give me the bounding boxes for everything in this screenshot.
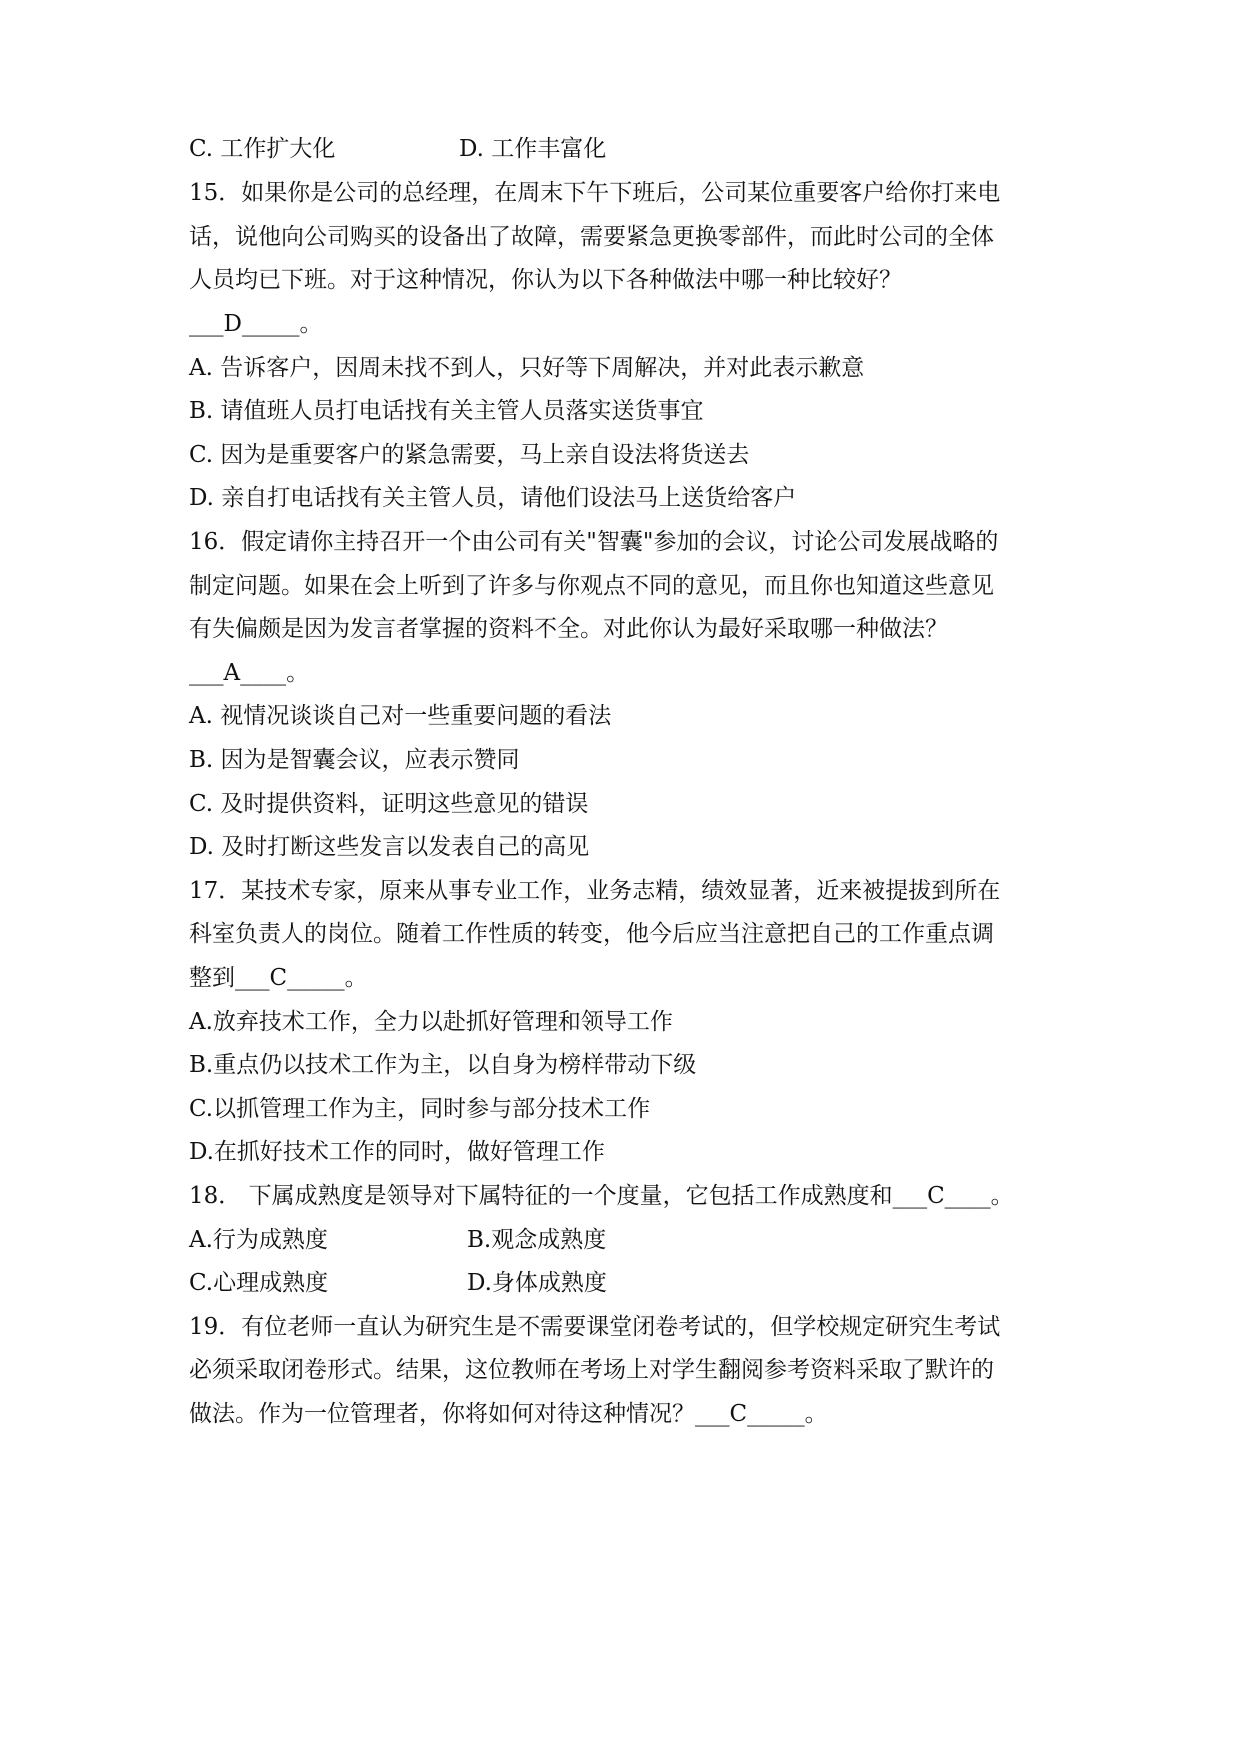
- question-16-line-2: 制定问题。如果在会上听到了许多与你观点不同的意见，而且你也知道这些意见: [189, 573, 994, 599]
- question-15-line-3: 人员均已下班。对于这种情况，你认为以下各种做法中哪一种比较好？: [189, 267, 902, 293]
- question-17-line-2: 科室负责人的岗位。随着工作性质的转变，他今后应当注意把自己的工作重点调: [189, 921, 994, 947]
- options-row-18-cd: [189, 1268, 607, 1298]
- options-row-14: [189, 134, 607, 164]
- question-16-line-1: 16．假定请你主持召开一个由公司有关"智囊"参加的会议，讨论公司发展战略的: [189, 529, 999, 555]
- option-d: D. 亲自打电话找有关主管人员，请他们设法马上送货给客户: [189, 485, 797, 511]
- options-row-18-ab: [189, 1225, 607, 1255]
- option-d: D.在抓好技术工作的同时，做好管理工作: [189, 1139, 605, 1165]
- option-b: B.重点仍以技术工作为主，以自身为榜样带动下级: [189, 1052, 697, 1078]
- option-a: A.放弃技术工作，全力以赴抓好管理和领导工作: [189, 1009, 673, 1035]
- question-15-line-2: 话，说他向公司购买的设备出了故障，需要紧急更换零部件，而此时公司的全体: [189, 224, 994, 250]
- question-19-line-3: 做法。作为一位管理者，你将如何对待这种情况？___C_____。: [189, 1401, 828, 1427]
- option-c: C. 及时提供资料，证明这些意见的错误: [189, 791, 589, 817]
- option-d: D.身体成熟度: [467, 1270, 607, 1296]
- option-c: C.以抓管理工作为主，同时参与部分技术工作: [189, 1096, 651, 1122]
- option-b: B. 请值班人员打电话找有关主管人员落实送货事宜: [189, 398, 704, 424]
- question-15-line-1: 15．如果你是公司的总经理，在周末下午下班后，公司某位重要客户给你打来电: [189, 180, 1001, 206]
- option-a: A. 视情况谈谈自己对一些重要问题的看法: [189, 703, 612, 729]
- option-a: A.行为成熟度: [189, 1227, 328, 1253]
- option-d: D. 及时打断这些发言以发表自己的高见: [189, 834, 590, 860]
- option-c: C. 因为是重要客户的紧急需要，马上亲自设法将货送去: [189, 442, 750, 468]
- option-b: B.观念成熟度: [467, 1227, 607, 1253]
- answer-16: ___A____。: [189, 660, 310, 686]
- question-17-line-1: 17．某技术专家，原来从事专业工作，业务志精，绩效显著，近来被提拔到所在: [189, 878, 1001, 904]
- question-19-line-2: 必须采取闭卷形式。结果，这位教师在考场上对学生翻阅参考资料采取了默许的: [189, 1357, 994, 1383]
- option-c: C. 工作扩大化: [189, 136, 336, 162]
- question-19-line-1: 19．有位老师一直认为研究生是不需要课堂闭卷考试的，但学校规定研究生考试: [189, 1314, 1001, 1340]
- option-d: D. 工作丰富化: [459, 136, 607, 162]
- option-c: C.心理成熟度: [189, 1270, 329, 1296]
- option-b: B. 因为是智囊会议，应表示赞同: [189, 747, 520, 773]
- question-16-line-3: 有失偏颇是因为发言者掌握的资料不全。对此你认为最好采取哪一种做法？: [189, 616, 948, 642]
- option-a: A. 告诉客户，因周未找不到人，只好等下周解决，并对此表示歉意: [189, 355, 865, 381]
- answer-15: ___D_____。: [189, 311, 323, 337]
- question-17-line-3: 整到___C_____。: [189, 965, 368, 991]
- question-18: 18． 下属成熟度是领导对下属特征的一个度量，它包括工作成熟度和___C____。: [189, 1183, 1014, 1209]
